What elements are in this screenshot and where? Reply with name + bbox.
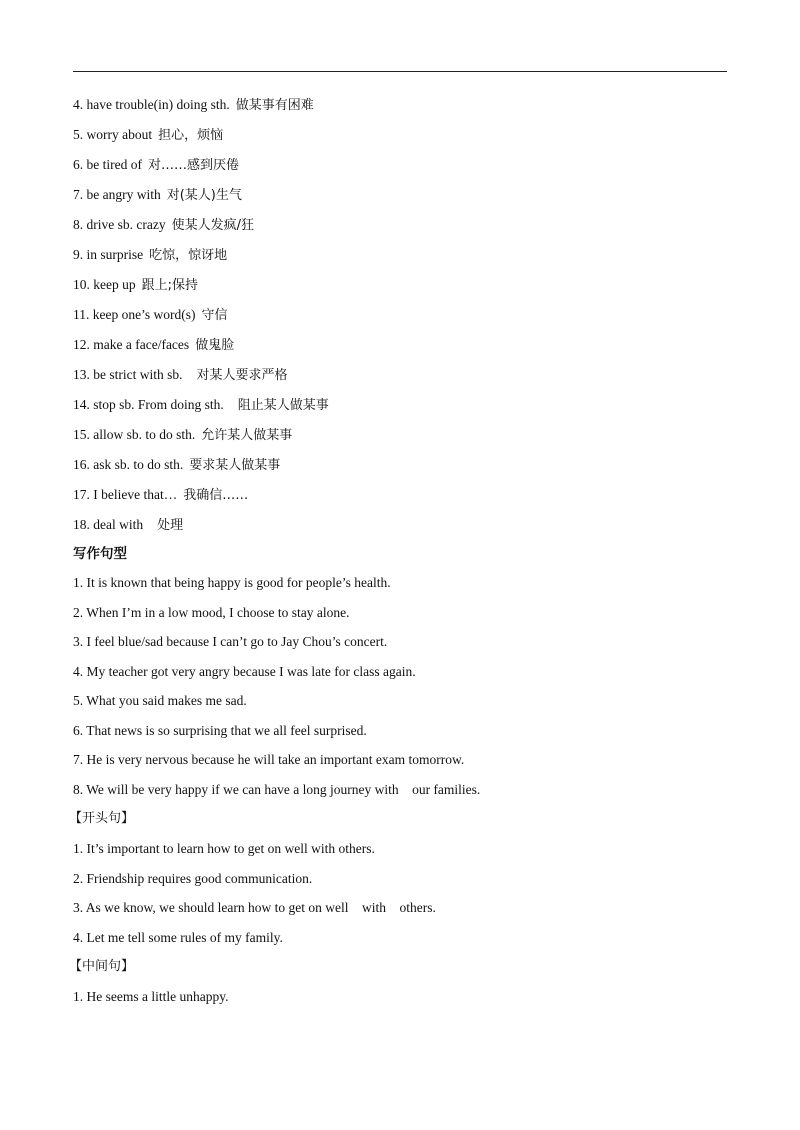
phrase-en: 14. stop sb. From doing sth. (73, 397, 224, 412)
phrase-zh: 阻止某人做某事 (237, 398, 329, 413)
phrase-en: 16. ask sb. to do sth. (73, 457, 184, 472)
phrase-en: 6. be tired of (73, 157, 142, 172)
writing-sentence: 7. He is very nervous because he will take an important exam tomorrow. (73, 752, 465, 767)
opening-sentence: 1. It’s important to learn how to get on well with others. (73, 841, 375, 856)
phrase-en: 13. be strict with sb. (73, 367, 183, 382)
phrase-item (73, 156, 727, 186)
writing-sentence: 4. My teacher got very angry because I was late for class again. (73, 663, 416, 679)
opening-sentence-list (73, 840, 727, 958)
opening-sentence: 3. As we know, we should learn how to get on well with others. (73, 900, 436, 915)
phrase-en: 11. keep one’s word(s) (73, 307, 196, 322)
phrase-en: 10. keep up (73, 277, 136, 292)
writing-sentence: 1. It is known that being happy is good for people’s health. (73, 575, 391, 590)
phrase-item (73, 216, 727, 246)
phrase-list (73, 96, 727, 546)
phrase-zh: 允许某人做某事 (201, 428, 293, 443)
writing-sentence: 5. What you said makes me sad. (73, 693, 247, 708)
phrase-en: 8. drive sb. crazy (73, 217, 166, 232)
phrase-item (73, 366, 727, 396)
phrase-item (73, 276, 727, 306)
phrase-zh: 处理 (157, 518, 184, 533)
document-content (69, 96, 727, 1018)
phrase-item (73, 396, 727, 426)
phrase-en: 7. be angry with (73, 187, 161, 202)
phrase-item (73, 306, 727, 336)
middle-sentence: 1. He seems a little unhappy. (73, 989, 229, 1004)
phrase-item (73, 516, 727, 546)
phrase-item (73, 426, 727, 456)
phrase-zh: 我确信…… (183, 488, 249, 503)
phrase-en: 12. make a face/faces (73, 337, 190, 352)
opening-section-heading: 【开头句】 (69, 811, 135, 826)
phrase-zh: 跟上;保持 (141, 278, 198, 293)
middle-sentence-list (73, 988, 727, 1018)
phrase-en: 5. worry about (73, 127, 153, 142)
phrase-item (73, 186, 727, 216)
phrase-zh: 做鬼脸 (195, 338, 235, 353)
phrase-en: 17. I believe that… (73, 487, 178, 502)
phrase-zh: 对(某人)生气 (166, 188, 242, 203)
writing-sentence-list (73, 574, 727, 810)
phrase-zh: 守信 (201, 308, 228, 323)
phrase-item (73, 486, 727, 516)
phrase-zh: 对……感到厌倦 (147, 158, 239, 173)
phrase-item (73, 96, 727, 126)
phrase-zh: 吃惊，惊讶地 (149, 248, 228, 263)
opening-sentence: 2. Friendship requires good communication. (73, 870, 313, 886)
phrase-item (73, 456, 727, 486)
header-rule (73, 71, 727, 72)
writing-sentence: 2. When I’m in a low mood, I choose to stay alone. (73, 604, 350, 620)
phrase-zh: 要求某人做某事 (189, 458, 281, 473)
writing-sentence: 6. That news is so surprising that we all feel surprised. (73, 722, 367, 738)
writing-section-heading: 写作句型 (73, 546, 127, 562)
phrase-en: 15. allow sb. to do sth. (73, 427, 196, 442)
middle-section-heading: 【中间句】 (69, 959, 135, 974)
phrase-item (73, 246, 727, 276)
writing-sentence: 8. We will be very happy if we can have a long journey with our families. (73, 781, 481, 797)
phrase-zh: 做某事有困难 (235, 98, 314, 113)
phrase-en: 18. deal with (73, 517, 144, 532)
phrase-en: 9. in surprise (73, 247, 144, 262)
phrase-en: 4. have trouble(in) doing sth. (73, 97, 230, 112)
phrase-zh: 使某人发疯/狂 (171, 218, 254, 233)
opening-sentence: 4. Let me tell some rules of my family. (73, 929, 283, 945)
phrase-item (73, 336, 727, 366)
writing-sentence: 3. I feel blue/sad because I can’t go to Jay Chou’s concert. (73, 634, 388, 649)
phrase-zh: 对某人要求严格 (196, 368, 288, 383)
phrase-item (73, 126, 727, 156)
phrase-zh: 担心，烦恼 (158, 128, 224, 143)
